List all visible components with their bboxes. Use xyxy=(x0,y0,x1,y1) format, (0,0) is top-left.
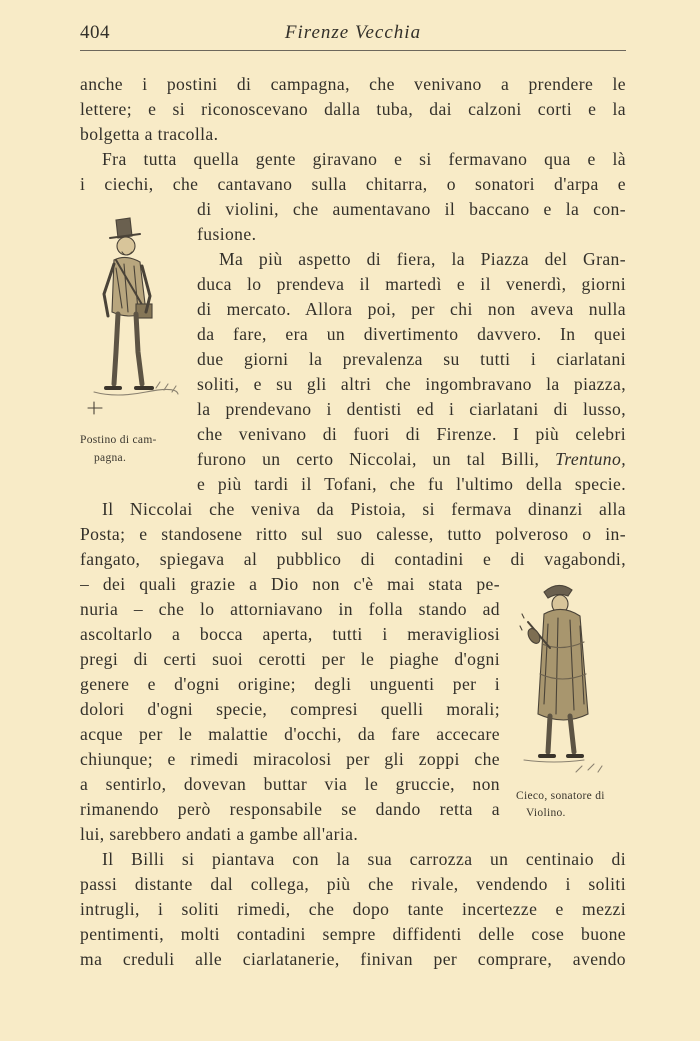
page-header xyxy=(80,20,626,51)
text-line: soliti, e su gli altri che ingombravano la piazza, xyxy=(197,374,626,394)
text-line: ma creduli alle ciarlatanerie, finivan per comprare, avendo xyxy=(80,949,626,969)
text-line: di violini, che aumentavano il baccano e la con- xyxy=(197,199,626,219)
figure-caption: Violino. xyxy=(526,807,566,819)
text-line: intrugli, i soliti rimedi, che dopo tante incertezze e mezzi xyxy=(80,899,626,919)
text-line: Il Niccolai che veniva da Pistoia, si fermava dinanzi alla xyxy=(102,499,626,519)
italic-name: Trentuno, xyxy=(555,449,626,469)
text-line: due giorni la prevalenza su tutti i ciarlatani xyxy=(197,349,626,369)
text-line: Posta; e standosene ritto sul suo calesse, tutto polveroso o in- xyxy=(80,524,626,544)
text-line: acque per le malattie d'occhi, da fare accecare xyxy=(80,724,500,744)
text-line: genere e d'ogni origine; degli unguenti per i xyxy=(80,674,500,694)
text-line: i ciechi, che cantavano sulla chitarra, o sonatori d'arpa e xyxy=(80,174,626,194)
figure-caption: Cieco, sonatore di xyxy=(516,790,605,802)
text-line: ascoltarlo a bocca aperta, tutti i meravigliosi xyxy=(80,624,500,644)
running-title: Firenze Vecchia xyxy=(284,22,422,43)
text-line: dolori d'ogni specie, compresi quelli morali; xyxy=(80,699,500,719)
text-line: e più tardi il Tofani, che fu l'ultimo della specie. xyxy=(197,474,626,494)
figure-caption: pagna. xyxy=(94,452,127,464)
text-line: fangato, spiegava al pubblico di contadini e di vagabondi, xyxy=(80,549,626,569)
text-line: passi distante dal collega, più che rivale, vendendo i soliti xyxy=(80,874,626,894)
text-line: di mercato. Allora poi, per chi non aveva nulla xyxy=(197,299,626,319)
text-line: chiunque; e rimedi miracolosi per gli zoppi che xyxy=(80,749,500,769)
text-line: lettere; e si riconoscevano dalla tuba, dai calzoni corti e la xyxy=(80,99,626,119)
text-line xyxy=(197,446,626,472)
text-line: lui, sarebbero andati a gambe all'aria. xyxy=(80,824,359,844)
text-line: Fra tutta quella gente giravano e si fermavano qua e là xyxy=(102,149,626,169)
text-line: pregi di certi suoi cerotti per le piaghe d'ogni xyxy=(80,649,500,669)
text-line: che venivano di fuori di Firenze. I più celebri xyxy=(197,424,626,444)
text-line: da fare, era un divertimento davvero. In quei xyxy=(197,324,626,344)
text-line: rimanendo però responsabile se dando retta a xyxy=(80,799,500,819)
text-line-part: furono un certo Niccolai, un tal Billi, xyxy=(197,449,540,469)
page-number: 404 xyxy=(80,22,110,43)
postman-illustration xyxy=(86,212,182,418)
figure-caption: Postino di cam- xyxy=(80,434,157,446)
text-line: a sentirlo, dovevan buttar via le gruccie, non xyxy=(80,774,500,794)
text-line: bolgetta a tracolla. xyxy=(80,124,219,144)
blind-violinist-illustration xyxy=(514,574,610,780)
text-line: anche i postini di campagna, che venivano a prendere le xyxy=(80,74,626,94)
text-line: Il Billi si piantava con la sua carrozza un centinaio di xyxy=(102,849,626,869)
text-line: nuria – che lo attorniavano in folla stando ad xyxy=(80,599,500,619)
text-line: la prendevano i dentisti ed i ciarlatani di lusso, xyxy=(197,399,626,419)
text-line: duca lo prendeva il martedì e il venerdì, giorni xyxy=(197,274,626,294)
text-line: fusione. xyxy=(197,224,257,244)
text-line: Ma più aspetto di fiera, la Piazza del Gran- xyxy=(219,249,626,269)
text-line: – dei quali grazie a Dio non c'è mai stata pe- xyxy=(80,574,500,594)
text-line: pentimenti, molti contadini sempre diffidenti delle cose buone xyxy=(80,924,626,944)
